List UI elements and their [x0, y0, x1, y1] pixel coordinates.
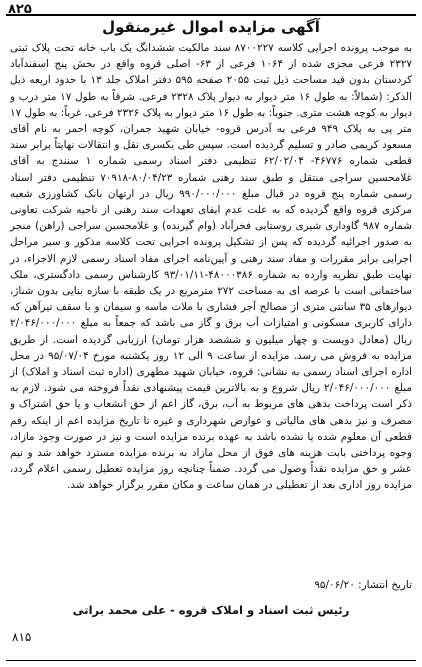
- bottom-divider: [6, 660, 416, 661]
- top-divider: [6, 14, 416, 16]
- bottom-ad-number: ۸۱۵: [12, 630, 32, 644]
- signature-line: رئیس ثبت اسناد و املاک قروه - علی محمد براتی: [72, 603, 350, 617]
- top-ad-number: ۸۲۵: [8, 2, 32, 17]
- publish-date: تاریخ انتشار: ۹۵/۰۶/۲۰: [314, 579, 412, 591]
- notice-body: به موجب پرونده اجرایی کلاسه ۸۷۰۰۲۲۷ سند مالکیت ششدانگ یک باب خانه تحت پلاک ثبتی ۲۳۲۷ فرعی مجزی شده از ۱۰۶۴ فرعی از ۶۳- اصلی قروه واقع در بخش پنج اسفندآباد کردستان بدون قید مساحت ذیل ثبت ۲۰۵۵ صفحه ۵۹۵ دفتر املاک جلد ۱۳ با حدود اربعه ذیل الذکر: (شمالاً: به طول ۱۶ متر دیوار به دیوار پلاک ۲۳۲۸ فرعی. شرقاً به طول ۱۷ متر درب و دیوار به کوچه هشت متری. جنوباً: به طول ۱۶ متر دیوار به پلاک ۲۳۲۶ فرعی. غرباً: به طول ۱۷ متر پی به پلاک ۹۴۹ فرعی به آدرس قروه- خیابان شهید جمران، کوچه احمر به نام آقای مسعود کریمی صادر و تسلیم گردیده است. سپس طی یکسری نقل و انتقالات نهایتاً برابر سند قطعی شماره ۴۶۷۷۶- ۶۲/۰۲/۰۴ تنظیمی دفتر اسناد رسمی شماره ۱ سنندج به آقای غلامحسین سراجی منتقل و طبق سند رهنی شماره ۸۰/۰۴/۲۳-۷۰۹۱۸ تنظیمی دفتر اسناد رسمی شماره پنج قروه در قبال مبلغ ۹۹۰/۰۰۰/۰۰۰ ریال در ارتهان بانک کشاورزی شعبه مرکزی قروه واقع گردیده که به علت عدم ایفای تعهدات سند رهنی از ناحیه شرکت تعاونی شماره ۹۸۷ گاوداری شیری روستایی فخرآباد (وام گیرنده) و غلامحسین سراجی (راهن) منجر به صدور اجرائیه گردیده که پس از تشکیل پرونده اجرایی تحت کلاسه مذکور و سیر مراحل اجرایی برابر مقررات و مفاد سند رهنی و آیین‌نامه اجرای مفاد اسناد رسمی لازم الاجراء، در نهایت طبق نظریه وارده به شماره ۴۸۰۰۰۳۸۶-۹۳/۰۱/۱۱ کارشناس رسمی دادگستری، ملک ساختمانی است با عرصه ای به مساحت ۲۷۲ مترمربع در یک طبقه با سازه بنایی بدون شناژ، دیوارهای ۳۵ سانتی متری از مصالح آجر فشاری با ملات ماسه و سیمان و با سقف تیرآهن که دارای کاربری مسکونی و امتیازات آب برق و گاز می باشد که جمعاً به مبلغ ۲/۰۴۶/۰۰۰/۰۰۰ ریال (معادل دویست و چهار میلیون و ششصد هزار تومان) ارزیابی گردیده است. از طریق مزایده به فروش می رسد. مزایده از ساعت ۹ الی ۱۲ روز یکشنبه مورخ ۹۵/۰۷/۰۴ در محل اداره اجرای اسناد رسمی به نشانی: قروه، خیابان شهید مطهری (اداره ثبت اسناد و املاک) از مبلغ ۲/۰۴۶/۰۰۰/۰۰۰ ریال شروع و به بالاترین قیمت پیشنهادی نقداً فروخته می شود. لازم به ذکر است پرداخت بدهی های مربوط به آب، برق، گاز اعم از حق انشعاب و یا حق اشتراک و مصرف و نیز بدهی های مالیاتی و عوارض شهرداری و غیره تا تاریخ مزایده اعم از اینکه رقم قطعی آن معلوم شده یا نشده باشد به عهده برنده مزایده است و نیز در صورت وجود مازاد، وجوه پرداختی بابت هزینه های فوق از محل مازاد به برنده مزایده مسترد خواهد شد و نیم عشر و حق مزایده نقداً وصول می گردد. ضمناً چنانچه روز مزایده تعطیل رسمی اعلام گردد، مزایده روز اداری بعد از تعطیلی در همان ساعت و مکان مقرر برگزار خواهد شد.: [10, 42, 413, 492]
- notice-title: آگهی مزایده اموال غیرمنقول: [102, 18, 320, 36]
